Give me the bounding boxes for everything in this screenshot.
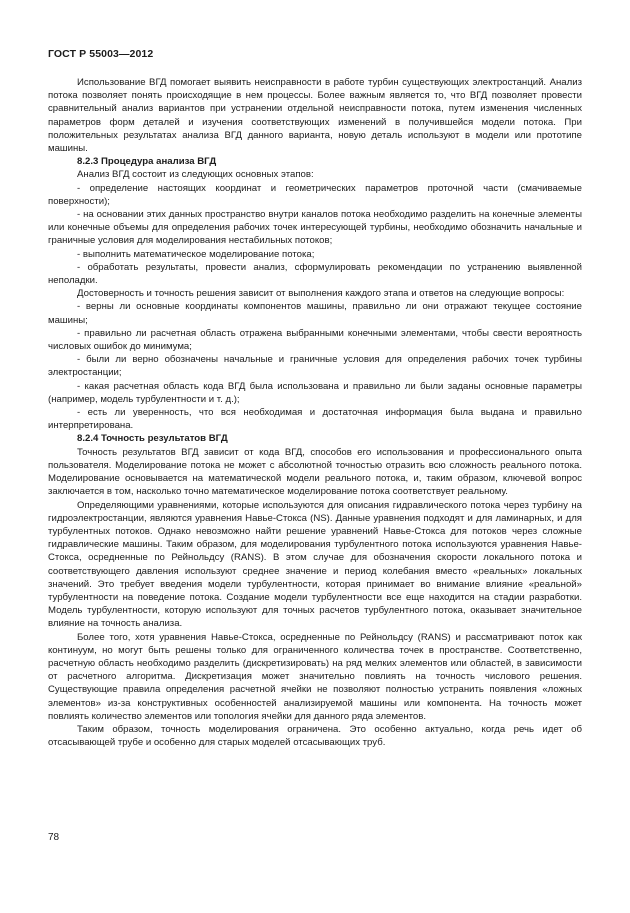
list-item: - определение настоящих координат и геометрических параметров проточной части (смачиваемые поверхности); bbox=[48, 182, 582, 207]
list-item: - обработать результаты, провести анализ, сформулировать рекомендации по устранению выявленной неполадки. bbox=[48, 261, 582, 287]
section-heading: 8.2.4 Точность результатов ВГД bbox=[77, 433, 228, 445]
document-body bbox=[48, 76, 582, 749]
document-header: ГОСТ Р 55003—2012 bbox=[48, 48, 154, 60]
paragraph: Более того, хотя уравнения Навье-Стокса, осредненные по Рейнольдсу (RANS) и рассматривают поток как континуум, но могут быть решены только для ограниченного количества точек в пространстве. Соответственно, расчетную область необходимо разделить (дискретизировать) на ряд мелких элементов или областей, в зависимости от расчетного алгоритма. Дискретизация может значительно повлиять на точность числового решения. Существующие правила определения расчетной ячейки не позволяют полностью устранить появления «ложных элементов» из-за конструктивных особенностей анализируемой машины или компонента. На точность может повлиять количество элементов или топология ячейки для данного ряда элементов. bbox=[48, 631, 582, 722]
paragraph: Определяющими уравнениями, которые используются для описания гидравлического потока через турбину на гидроэлектростанции, являются уравнения Навье-Стокса (NS). Данные уравнения подходят и для ламинарных, и для турбулентных потоков. Однако невозможно найти решение уравнений Навье-Стокса для потоков через сложные гидравлические машины. Таким образом, для моделирования турбулентного потока используются уравнения Навье-Стокса, осредненные по Рейнольдсу (RANS). В этом случае для обозначения скорости локального потока и соответствующего давления используют среднее значение и период колебания вместо «реальных» локальных значений. Это требует введения модели турбулентности, которая принимает во внимание влияние «реальной» турбулентности на поведение потока. Создание модели турбулентности все еще находится на стадии разработки. Модель турбулентности, которую используют для точных расчетов турбулентного потока, оказывает значительное влияние на точность анализа. bbox=[48, 499, 582, 630]
list-item: - правильно ли расчетная область отражена выбранными конечными элементами, чтобы свести вероятность числовых ошибок до минимума; bbox=[48, 327, 582, 353]
list-item: - выполнить математическое моделирование потока; bbox=[77, 248, 315, 260]
paragraph: Использование ВГД помогает выявить неисправности в работе турбин существующих электростанций. Анализ потока позволяет понять происходящие в нем процессы. Более важным является то, что ВГД позволяет провести сравнительный анализ вариантов при устранении отдельной неисправности потока, путем изменения численных параметров форм деталей и изучения соответствующих изменений в получившейся модели потока. При положительных результатах анализа ВГД данного варианта, новую деталь используют в модели или прототипе машины. bbox=[48, 77, 582, 155]
list-item: - верны ли основные координаты компонентов машины, правильно ли они отражают текущее состояние машины; bbox=[48, 301, 582, 326]
paragraph: Анализ ВГД состоит из следующих основных этапов: bbox=[77, 169, 314, 181]
list-item: - были ли верно обозначены начальные и граничные условия для определения рабочих точек турбины электростанции; bbox=[48, 354, 582, 379]
list-item: - на основании этих данных пространство внутри каналов потока необходимо разделить на конечные элементы или конечные объемы для определения рабочих точек интересующей турбины, необходимо обозначить начальные и граничные условия для моделирования нестабильных потоков; bbox=[48, 209, 582, 247]
paragraph: Точность результатов ВГД зависит от кода ВГД, способов его использования и профессионального опыта пользователя. Моделирование потока не может с абсолютной точностью отразить всю сложность реального потока. Моделирование основывается на математической модели реального потока, и, таким образом, ключевой вопрос заключается в том, насколько точно математическое моделирование потока соответствует реальному. bbox=[48, 446, 582, 498]
list-item: - есть ли уверенность, что вся необходимая и достаточная информация была выдана и правильно интерпретирована. bbox=[48, 407, 582, 432]
paragraph: Достоверность и точность решения зависит от выполнения каждого этапа и ответов на следующие вопросы: bbox=[77, 288, 565, 300]
list-item: - какая расчетная область кода ВГД была использована и правильно ли были заданы основные параметры (например, модель турбулентности и т. д.); bbox=[48, 380, 582, 405]
section-heading: 8.2.3 Процедура анализа ВГД bbox=[77, 156, 217, 168]
page-number: 78 bbox=[48, 832, 60, 843]
paragraph: Таким образом, точность моделирования ограничена. Это особенно актуально, когда речь идет об отсасывающей трубе и особенно для старых моделей отсасывающих труб. bbox=[48, 723, 582, 749]
